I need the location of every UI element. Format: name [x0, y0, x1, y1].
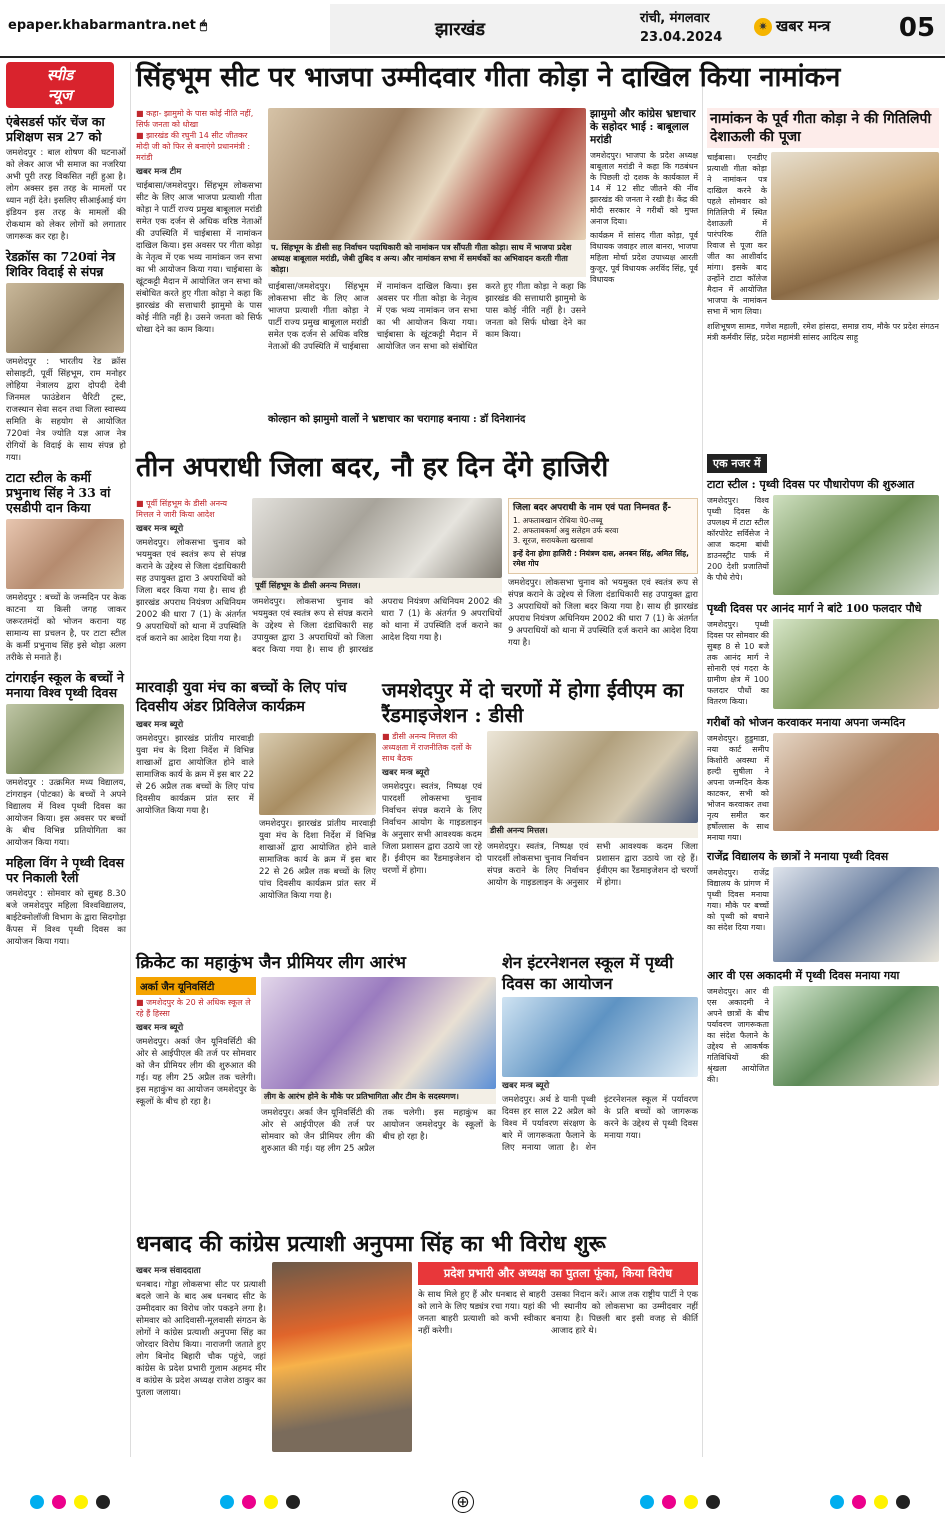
anand-marg-body: जमशेदपुर। पृथ्वी दिवस पर सोमवार की सुबह 8 से 10 बजे तक आनंद मार्ग ने सोनारी एवं गदरा के ग्रामीण क्षेत्र में 100 फलदार पौधों का वितरण किया। [707, 620, 769, 706]
tata-steel-body: जमशेदपुर। विश्व पृथ्वी दिवस के उपलक्ष्य में टाटा स्टील कॉरपोरेट सर्विसेज ने आज कदमा बांधी डाउनस्ट्रीट पार्क में 200 देशी प्रजातियों के पौधे रोपे। [707, 496, 769, 582]
lead-left-column [136, 108, 262, 426]
column-divider [130, 62, 131, 1457]
page-number: 05 [898, 13, 936, 43]
dhanbad-story [136, 1230, 698, 1480]
speed-news-item [6, 670, 126, 849]
yellow-dot-icon [264, 1495, 278, 1509]
black-dot-icon [896, 1495, 910, 1509]
puja-body: चाईबासा। एनडीए प्रत्याशी गीता कोड़ा ने नामांकन पत्र दाखिल करने के पहले सोमवार को गितिलिपी में स्थित देशाऊली में पारंपरिक रीति रिवाज से पूजा कर जीत का आशीर्वाद मांगा। इसके बाद उन्होंने टाटा कॉलेज मैदान में आयोजित भाजपा के नामांकन सभा में भाग लिया। [707, 153, 767, 316]
dc-meeting-photo [252, 498, 502, 578]
speed-news-logo-line1: स्पीड [46, 66, 74, 84]
evm-body-continued: जमशेदपुर। स्वतंत्र, निष्पक्ष एवं पारदर्शी लोकसभा चुनाव निर्वाचन संपन्न कराने के लिए निर्वाचन आयोग के गाइडलाइन के अनुसार सभी आवश्यक कदम जिला प्रशासन द्वारा उठाये जा रहे हैं। ईवीएम का रैंडमाइजेशन दो चरणों में होगा। [487, 842, 698, 888]
birthday-photo [773, 733, 939, 831]
zila-badar-list [508, 498, 698, 574]
cricket-body: जमशेदपुर। अर्का जैन यूनिवर्सिटी की ओर से आईपीएल की तर्ज पर सोमवार को जैन प्रीमियर लीग की शुरुआत की गई। यह लीग 25 अप्रैल तक चलेगी। इस महाकुंभ का आयोजन जमशेदपुर के स्कूलों के बीच हो रहा है। [136, 1037, 256, 1107]
evm-bullet [382, 731, 482, 764]
black-dot-icon [706, 1495, 720, 1509]
marwari-story [136, 678, 376, 946]
marwari-body: जमशेदपुर। झारखंड प्रांतीय मारवाड़ी युवा मंच के दिशा निर्देश में विभिन्न शाखाओं द्वारा आयोजित होने वाले सामाजिक कार्य के क्रम में इस बार 22 से 26 अप्रैल तक बच्चों के लिए पांच दिवसीय कार्यक्रम प्रांत स्तर में आयोजित किया गया है। [136, 734, 254, 816]
evm-photo-caption: डीसी अनन्य मित्तल। [487, 823, 698, 838]
rajendra-vidyalaya-photo [773, 867, 939, 962]
tata-steel-headline: टाटा स्टील : पृथ्वी दिवस पर पौधारोपण की शुरुआत [707, 478, 915, 491]
birthday-body: जमशेदपुर। हुडुमाडा, नया कार्ट समीप किशोरी अवस्था में हल्दी सुषीला ने अपना जन्मदिन केक काटकर, सभी को भोजन करवाकर तथा नृत्य समीत कर हर्षोल्लास के साथ मनाया गया। [707, 734, 769, 842]
marwari-body-continued: जमशेदपुर। झारखंड प्रांतीय मारवाड़ी युवा मंच के दिशा निर्देश में विभिन्न शाखाओं द्वारा आयोजित होने वाले सामाजिक कार्य के क्रम में इस बार 22 से 26 अप्रैल तक बच्चों के लिए पांच दिवसीय कार्यक्रम प्रांत स्तर में आयोजित किया गया है। [259, 819, 376, 901]
list-item: 3. सूरज, सरायकेला खरसावां [513, 536, 593, 545]
magenta-dot-icon [52, 1495, 66, 1509]
rajendra-vidyalaya-headline: राजेंद्र विद्यालय के छात्रों ने मनाया पृथ्वी दिवस [707, 850, 889, 863]
site-url[interactable] [8, 18, 207, 33]
cricket-photo [261, 977, 496, 1089]
side-story-speakers: कार्यक्रम में सांसद गीता कोड़ा, पूर्व विधायक जवाहर लाल बानरा, भाजपा महिला मोर्चा प्रदेश उपाध्यक्ष आरती कुजूर, पूर्व विधायक अरविंद सिंह, पूर्व विधायक [590, 231, 698, 284]
cricket-story [136, 952, 496, 1222]
black-dot-icon [286, 1495, 300, 1509]
yellow-dot-icon [74, 1495, 88, 1509]
lead-body: चाईबासा/जमशेदपुर। सिंहभूम लोकसभा सीट के लिए आज भाजपा प्रत्याशी गीता कोड़ा ने पार्टी राज्य प्रमुख बाबूलाल मरांडी समेत एक दर्जन से अधिक वरिष्ठ नेताओं की उपस्थिति में चाईबासा में नामांकन दाखिल किया। इस अवसर पर गीता कोड़ा के नेतृत्व में एक भव्य नामांकन जन सभा का भी आयोजन किया गया। चाईबासा के खूंटकट्टी मैदान में आयोजित जन सभा को संबोधित करते हुए गीता कोड़ा ने कहा कि झारखंड की सत्ताधारी झामुमो के पास कोई नीति नहीं है। उसने जनता को सिर्फ धोखा देने का काम किया। [136, 181, 262, 335]
side-story-headline: झामुमो और कांग्रेस भ्रष्टाचार के सहोदर भाई : बाबूलाल मरांडी [590, 108, 696, 146]
speed-news-headline: एंबेसडर्स फॉर चेंज का प्रशिक्षण सत्र 27 को [6, 114, 105, 144]
list-title: जिला बदर अपराधी के नाम एवं पता निम्नवत हैं- [513, 503, 672, 513]
lead-sub-headline: कोल्हान को झामुमो वालों ने भ्रष्टाचार का चरागाह बनाया : डॉ दिनेशानंद [268, 414, 526, 425]
dhanbad-body-col4: उसका निदान करें। आज तक राष्ट्रीय पार्टी ने एक भी स्थानीय को लोकसभा का उम्मीदवार नहीं बनाया है। पिछली बार इसी वजह से कीर्ति आजाद हारे थे। [551, 1290, 698, 1336]
zila-badar-body: जमशेदपुर। लोकसभा चुनाव को भयमुक्त एवं स्वतंत्र रूप से संपन्न कराने के उद्देश्य से जिला दंडाधिकारी सह उपायुक्त द्वारा 3 अपराधियों को जिला बदर किया गया है। साथ ही झारखंड अपराध नियंत्रण अधिनियम 2002 की धारा 7 (1) के अंतर्गत 9 अपराधियों को थाना में उपस्थिति दर्ज कराने का आदेश दिया गया है। [136, 538, 246, 644]
bjp-side-story [590, 108, 698, 450]
zila-badar-bullet [136, 498, 246, 520]
lead-headline: सिंहभूम सीट पर भाजपा उम्मीदवार गीता कोड़ा ने दाखिल किया नामांकन [136, 62, 841, 93]
black-dot-icon [96, 1495, 110, 1509]
lead-right-column [268, 108, 586, 426]
rajendra-vidyalaya-body: जमशेदपुर। राजेंद्र विद्यालय के प्रांगण में पृथ्वी दिवस मनाया गया। मौके पर बच्चों को पृथ्वी को बचाने का संदेश दिया गया। [707, 868, 769, 932]
puja-names: शशिभूषण सामड, गणेश महाली, रमेश हांसदा, समान्न राय, मौके पर प्रदेश संगठन मंत्री कर्मवीर सिंह, प्रदेश महामंत्री सांसद आदित्य साहू [707, 322, 939, 342]
marwari-headline: मारवाड़ी युवा मंच का बच्चों के लिए पांच दिवसीय अंडर प्रिविलेज कार्यक्रम [136, 679, 347, 715]
birthday-headline: गरीबों को भोजन करवाकर मनाया अपना जन्मदिन [707, 716, 906, 729]
lead-headline-block [136, 62, 938, 108]
brand-logo-icon: ✷ [754, 18, 772, 36]
dc-press-photo [487, 731, 698, 823]
zila-badar-body-end: जमशेदपुर। लोकसभा चुनाव को भयमुक्त एवं स्वतंत्र रूप से संपन्न कराने के उद्देश्य से जिला दंडाधिकारी सह उपायुक्त द्वारा 3 अपराधियों को जिला बदर किया गया है। साथ ही झारखंड अपराध नियंत्रण अधिनियम 2002 की धारा 7 (1) के अंतर्गत 9 अपराधियों को थाना में उपस्थिति दर्ज कराने का आदेश दिया गया है। [508, 578, 698, 648]
speed-news-logo-line2: न्यूज [47, 86, 73, 104]
lead-photo-caption: प. सिंहभूम के डीसी सह निर्वाचन पदाधिकारी को नामांकन पत्र सौंपती गीता कोड़ा। साथ में भाजपा प्रदेश अध्यक्ष बाबूलाल मरांडी, जेबी तुबिद व अन्य। और नामांकन सभा में समर्थकों का अभिवादन करती गीता कोड़ा। [268, 240, 586, 277]
lead-story [136, 108, 586, 450]
lead-bullet: ■ कहा- झामुमो के पास कोई नीति नहीं, सिर्फ जनता को धोखा [136, 108, 262, 130]
zila-badar-bullet-text: ■ पूर्वी सिंहभूम के डीसी अनन्य मित्तल ने जारी किया आदेश [136, 498, 246, 520]
ek-nazar-column [707, 452, 939, 1452]
print-registration-bar [0, 1485, 945, 1517]
speed-news-item [6, 855, 126, 948]
cursor-icon: 🖱 [199, 18, 208, 32]
dhanbad-body-col3: के साथ मिले हुए हैं और धनबाद से बाहरी को लाने के लिए षड्यंत्र रचा गया। यहां की जनता बाहरी प्रत्याशी को कभी स्वीकार नहीं करेगी। [418, 1290, 546, 1336]
cyan-dot-icon [640, 1495, 654, 1509]
marwari-photo [259, 733, 376, 815]
speed-news-logo [6, 62, 114, 108]
speed-news-column [6, 62, 126, 1457]
evm-byline: खबर मन्त्र ब्यूरो [382, 768, 430, 778]
side-story-body: जमशेदपुर। भाजपा के प्रदेश अध्यक्ष बाबूलाल मरांडी ने कहा कि गठबंधन के पिछली दो दशक के कार्यकाल में 14 में 12 सीट जीतने की नींव झारखंड की जनता ने रखी है। केंद्र की मोदी सरकार ने गरीबों को मुफ्त अनाज दिया। [590, 151, 698, 226]
state-name: झारखंड [435, 19, 485, 40]
cricket-photo-caption: लीग के आरंभ होने के मौके पर प्रतिभागिता और टीम के सदस्यगण। [261, 1089, 496, 1104]
list-sub: इन्हें देना होगा हाजिरी : नियंत्रण दास, अनबन सिंह, अमित सिंह, रमेश गोप [513, 549, 689, 568]
registration-crosshair-icon: ⊕ [452, 1491, 474, 1513]
shain-photo [502, 997, 698, 1077]
masthead [0, 0, 945, 58]
dhanbad-body: धनबाद। गोड्डा लोकसभा सीट पर प्रत्याशी बदले जाने के बाद अब धनबाद सीट के उम्मीदवार का विरोध जोर पकड़ने लगा है। सोमवार को आदिवासी-मूलवासी संगठन के लोगों ने कांग्रेस प्रत्याशी अनुपमा सिंह का जोरदार विरोध किया। नाराजगी जताते हुए लोग बिनोद बिहारी चौक पहुंचे, जहां कांग्रेस के प्रदेश प्रभारी गुलाम अहमद मीर व कांग्रेस के प्रदेश अध्यक्ष राजेश ठाकुर का पुतला जलाया। [136, 1280, 266, 1398]
cricket-bullet [136, 997, 256, 1019]
zila-badar-headline: तीन अपराधी जिला बदर, नौ हर दिन देंगे हाजिरी [136, 452, 609, 483]
nomination-photo [268, 108, 586, 240]
cricket-body-continued: जमशेदपुर। अर्का जैन यूनिवर्सिटी की ओर से आईपीएल की तर्ज पर सोमवार को जैन प्रीमियर लीग की शुरुआत की गई। यह लीग 25 अप्रैल तक चलेगी। इस महाकुंभ का आयोजन जमशेदपुर के स्कूलों के बीच हो रहा है। [261, 1108, 496, 1154]
issue-date: 23.04.2024 [640, 30, 723, 45]
shain-headline: शेन इंटरनेशनल स्कूल में पृथ्वी दिवस का आयोजन [502, 953, 674, 993]
lead-body-continued: चाईबासा/जमशेदपुर। सिंहभूम लोकसभा सीट के लिए आज भाजपा प्रत्याशी गीता कोड़ा ने पार्टी राज्य प्रमुख बाबूलाल मरांडी समेत एक दर्जन से अधिक वरिष्ठ नेताओं की उपस्थिति में चाईबासा में नामांकन दाखिल किया। इस अवसर पर गीता कोड़ा के नेतृत्व में एक भव्य नामांकन जन सभा का भी आयोजन किया गया। चाईबासा के खूंटकट्टी मैदान में आयोजित जन सभा को संबोधित करते हुए गीता कोड़ा ने कहा कि झारखंड की सत्ताधारी झामुमो के पास कोई नीति नहीं है। उसने जनता को सिर्फ धोखा देने का काम किया। [268, 282, 586, 352]
puja-story [707, 108, 939, 448]
yellow-dot-icon [874, 1495, 888, 1509]
effigy-burning-photo [272, 1262, 412, 1452]
zila-badar-headline-block [136, 452, 698, 498]
cyan-dot-icon [220, 1495, 234, 1509]
zila-badar-photo-caption: पूर्वी सिंहभूम के डीसी अनन्य मित्तल। [252, 578, 502, 593]
speed-news-item [6, 470, 126, 664]
site-url-text[interactable]: epaper.khabarmantra.net [8, 18, 196, 33]
anand-marg-headline: पृथ्वी दिवस पर आनंद मार्ग ने बांटे 100 फलदार पौधे [707, 602, 922, 615]
magenta-dot-icon [242, 1495, 256, 1509]
cricket-headline: क्रिकेट का महाकुंभ जैन प्रीमियर लीग आरंभ [136, 953, 406, 973]
yellow-dot-icon [684, 1495, 698, 1509]
speed-news-photo [6, 519, 124, 589]
magenta-dot-icon [662, 1495, 676, 1509]
speed-news-body: जमशेदपुर : सोमवार को सुबह 8.30 बजे जमशेदपुर महिला विश्वविद्यालय, बाईटेक्नोलॉजी विभाग के द्वारा सिदगोड़ा कैंपस में विश्व पृथ्वी दिवस का आयोजन किया गया। [6, 889, 126, 947]
evm-story [382, 678, 698, 946]
zila-badar-story [136, 498, 698, 673]
evm-bullet-text: ■ डीसी अनन्य मित्तल की अध्यक्षता में राजनीतिक दलों के साथ बैठक [382, 731, 482, 764]
speed-news-photo [6, 704, 124, 774]
speed-news-photo [6, 283, 124, 353]
evm-headline: जमशेदपुर में दो चरणों में होगा ईवीएम का रैंडमाइजेशन : डीसी [382, 678, 684, 727]
speed-news-item [6, 249, 126, 464]
rvs-academy-photo [773, 986, 939, 1086]
speed-news-body: जमशेदपुर : भारतीय रेड क्रॉस सोसाइटी, पूर्वी सिंहभूम, राम मनोहर लोहिया नेत्रालय द्वारा दोपदी देवी जिनमल फाउंडेशन चैरिटी ट्रस्ट, राजस्थान सेवा सदन तथा जिला स्वास्थ्य समिति के सहयोग से आयोजित 720वां नेत्र ज्योति यज्ञ आज नेत्र रोगियों के विदाई के साथ संपन्न हो गया। [6, 357, 126, 463]
dhanbad-byline: खबर मन्त्र संवाददाता [136, 1266, 201, 1276]
speed-news-item [6, 114, 126, 243]
magenta-dot-icon [852, 1495, 866, 1509]
speed-news-headline: टाटा स्टील के कर्मी प्रभुनाथ सिंह ने 33 वां एसडीपी दान किया [6, 470, 111, 515]
ek-nazar-tag: एक नजर में [707, 454, 767, 473]
shain-body: जमशेदपुर। अर्थ डे यानी पृथ्वी दिवस हर साल 22 अप्रैल को विश्व में पर्यावरण संरक्षण के बारे में जागरूकता फैलाने के लिए मनाया जाता है। शेन इंटरनेशनल स्कूल में पर्यावरण के प्रति बच्चों को जागरूक करने के उद्देश्य से पृथ्वी दिवस मनाया गया। [502, 1095, 698, 1153]
speed-news-body: जमशेदपुर : बाल शोषण की घटनाओं को लेकर आज भी समाज का नजरिया अभी पूरी तरह विकसित नहीं हुआ है। लोग अक्सर इस तरह के मामलों पर ध्यान नहीं देते। इसलिए सीआईआई यंग इंडियन इस तरह के मामलों की रोकथाम को लेकर लोगों को लगातार जागरूक कर रहा है। [6, 148, 126, 242]
list-item: 2. अफताबकर्मा अबु सलेहम उर्फ बरवा [513, 526, 619, 535]
dhanbad-red-box: प्रदेश प्रभारी और अध्यक्ष का पुतला फूंका, किया विरोध [418, 1262, 698, 1285]
lead-bullet: ■ झारखंड की रघुनी 14 सीट जीतकर मोदी जी को फिर से बनाएंगे प्रधानमंत्री : मरांडी [136, 130, 262, 163]
marwari-byline: खबर मन्त्र ब्यूरो [136, 720, 184, 730]
shain-byline: खबर मन्त्र ब्यूरो [502, 1081, 550, 1091]
speed-news-body: जमशेदपुर : बच्चों के जन्मदिन पर केक काटना या किसी जगह जाकर जरूरतमंदों को भोजन कराना यह सामान्य सा प्रचलन है, पर टाटा स्टील के कर्मी प्रभुनाथ सिंह इसे थोड़ा अलग तरीके से मनाते हैं। [6, 593, 126, 663]
cyan-dot-icon [30, 1495, 44, 1509]
brand-text: खबर मन्त्र [776, 17, 831, 35]
zila-badar-byline: खबर मन्त्र ब्यूरो [136, 524, 184, 534]
evm-body: जमशेदपुर। स्वतंत्र, निष्पक्ष एवं पारदर्शी लोकसभा चुनाव निर्वाचन संपन्न कराने के लिए निर्वाचन आयोग के गाइडलाइन के अनुसार सभी आवश्यक कदम जिला प्रशासन द्वारा उठाये जा रहे हैं। ईवीएम का रैंडमाइजेशन दो चरणों में होगा। [382, 782, 482, 876]
rvs-academy-headline: आर वी एस अकादमी में पृथ्वी दिवस मनाया गया [707, 969, 900, 982]
cricket-bullet-text: ■ जमशेदपुर के 20 से अधिक स्कूल ले रहे हैं हिस्सा [136, 997, 256, 1019]
dhanbad-headline: धनबाद की कांग्रेस प्रत्याशी अनुपमा सिंह का भी विरोध शुरू [136, 1231, 606, 1257]
zila-badar-body-continued: जमशेदपुर। लोकसभा चुनाव को भयमुक्त एवं स्वतंत्र रूप से संपन्न कराने के उद्देश्य से जिला दंडाधिकारी सह उपायुक्त द्वारा 3 अपराधियों को जिला बदर किया गया है। साथ ही झारखंड अपराध नियंत्रण अधिनियम 2002 की धारा 7 (1) के अंतर्गत 9 अपराधियों को थाना में उपस्थिति दर्ज कराने का आदेश दिया गया है। [252, 597, 502, 655]
tata-steel-photo [773, 495, 939, 595]
puja-photo [771, 152, 939, 300]
rvs-academy-body: जमशेदपुर। आर वी एस अकादमी ने अपने छात्रों के बीच पर्यावरण जागरूकता का संदेश फैलाने के उद्देश्य से आकर्षक गतिविधियों की श्रृंखला आयोजित की। [707, 987, 769, 1084]
list-item: 1. अफताबखान रोधिया पे0-तब्बू [513, 516, 603, 525]
brand-name [754, 16, 830, 36]
cyan-dot-icon [830, 1495, 844, 1509]
place-day: रांची, मंगलवार [640, 11, 710, 26]
lead-bullets [136, 108, 262, 163]
cricket-tag: अर्का जैन यूनिवर्सिटी [136, 977, 256, 995]
lead-byline: खबर मन्त्र टीम [136, 167, 182, 177]
speed-news-body: जमशेदपुर : उत्क्रमित मध्य विद्यालय, टांगराइन (पोटका) के बच्चों ने अपने विद्यालय में विश्व पृथ्वी दिवस का आयोजन किया। इस अवसर पर बच्चों के बीच विभिन्न प्रतियोगिता का आयोजन किया गया। [6, 778, 126, 848]
speed-news-headline: टांगराईन स्कूल के बच्चों ने मनाया विश्व पृथ्वी दिवस [6, 670, 124, 700]
puja-headline: नामांकन के पूर्व गीता कोड़ा ने की गितिलिपी देशाऊली की पूजा [707, 108, 939, 148]
column-divider [702, 62, 703, 1457]
cricket-byline: खबर मन्त्र ब्यूरो [136, 1023, 184, 1033]
anand-marg-photo [773, 619, 939, 709]
speed-news-headline: रेडक्रॉस का 720वां नेत्र शिविर विदाई से संपन्न [6, 249, 116, 279]
shain-story [502, 952, 698, 1222]
speed-news-headline: महिला विंग ने पृथ्वी दिवस पर निकाली रैली [6, 855, 125, 885]
top-strip [330, 4, 945, 54]
